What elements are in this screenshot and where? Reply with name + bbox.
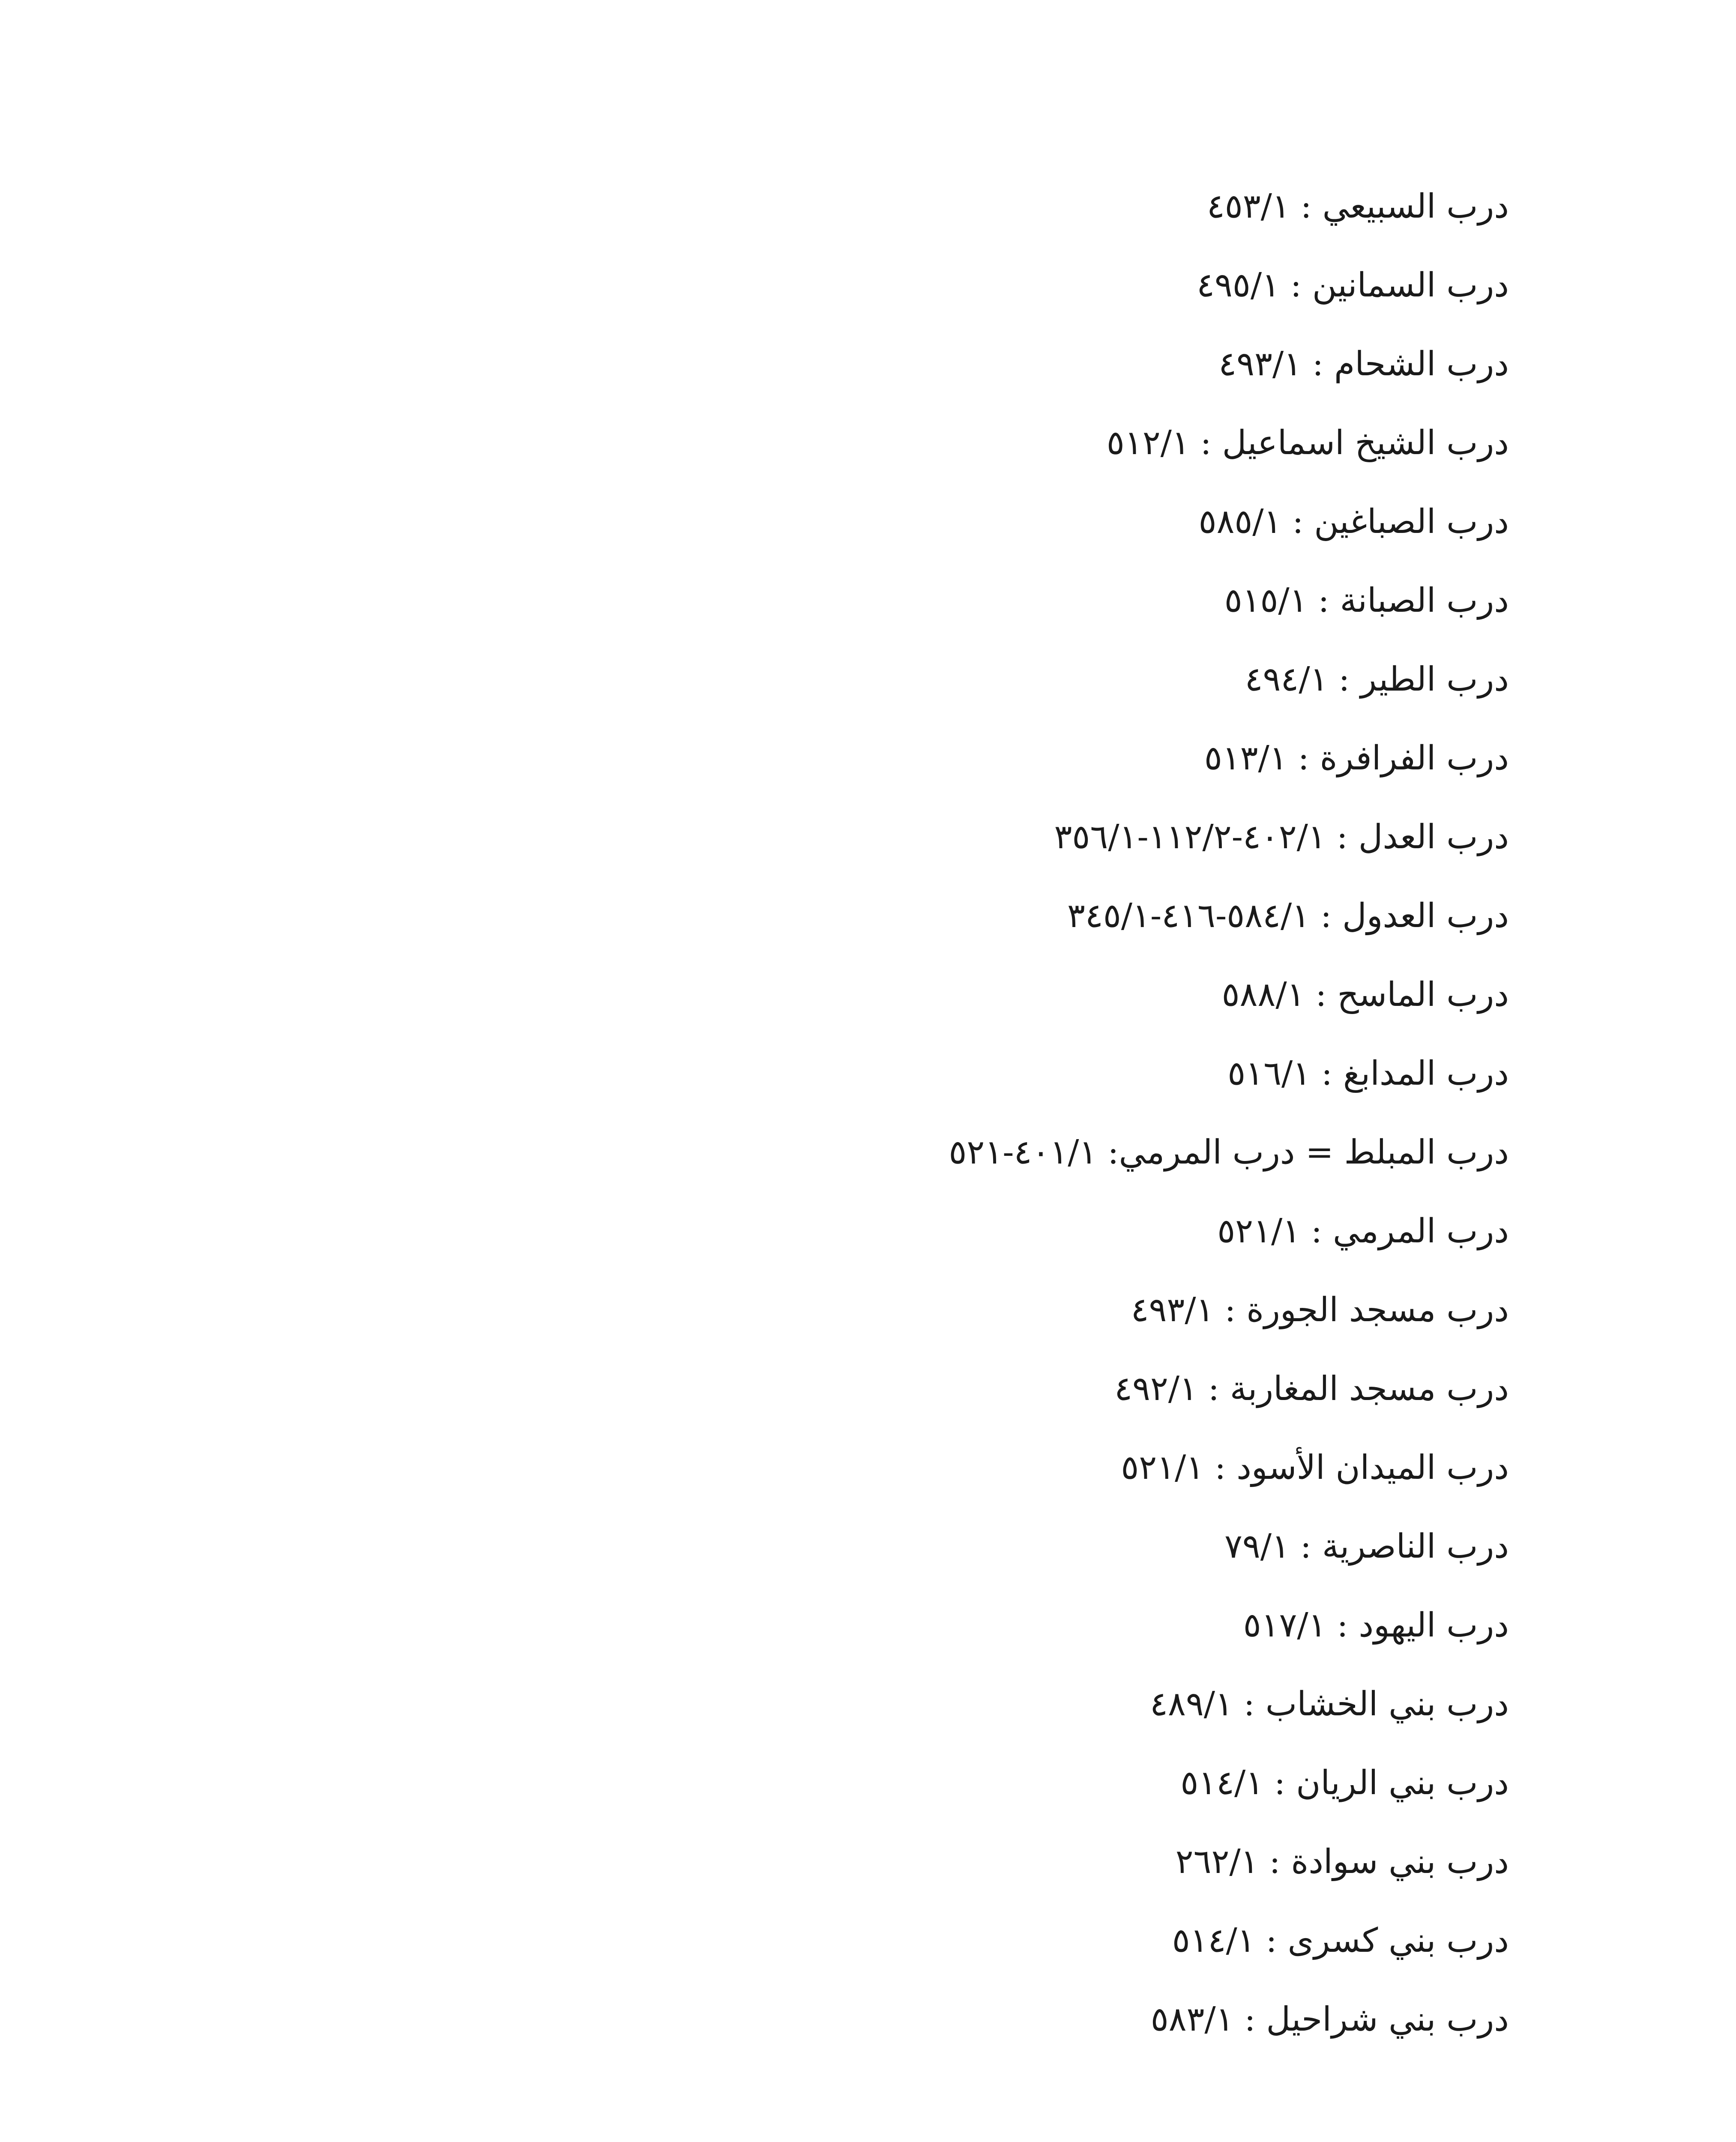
index-entry: درب الماسح : ٥٨٨/١ <box>1221 975 1509 1014</box>
index-entry: درب الشحام : ٤٩٣/١ <box>1218 345 1509 383</box>
index-entry: درب مسجد المغاربة : ٤٩٢/١ <box>1114 1370 1509 1408</box>
index-entry: درب العدل : ٤٠٢/١-١١٢/٢-٣٥٦/١ <box>1054 818 1509 856</box>
index-entry: درب السمانين : ٤٩٥/١ <box>1197 266 1509 305</box>
index-entry: درب مسجد الجورة : ٤٩٣/١ <box>1131 1291 1509 1329</box>
index-entry: درب الصباغين : ٥٨٥/١ <box>1198 503 1509 541</box>
index-entry: درب اليهود : ٥١٧/١ <box>1243 1606 1509 1645</box>
index-entry: درب بني شراحيل : ٥٨٣/١ <box>1150 2000 1509 2039</box>
index-entry: درب الفرافرة : ٥١٣/١ <box>1204 739 1509 778</box>
index-entry-list <box>566 167 1509 2059</box>
index-entry: درب المدابغ : ٥١٦/١ <box>1227 1054 1509 1093</box>
index-entry: درب الصبانة : ٥١٥/١ <box>1224 581 1509 620</box>
index-entry: درب بني الريان : ٥١٤/١ <box>1180 1764 1509 1802</box>
index-entry: درب بني كسرى : ٥١٤/١ <box>1172 1921 1509 1960</box>
index-entry: درب الناصرية : ٧٩/١ <box>1224 1527 1509 1566</box>
index-entry: درب العدول : ٥٨٤/١-٤١٦-٣٤٥/١ <box>1067 897 1509 935</box>
index-entry: درب المبلط = درب المرمي: ٤٠١/١-٥٢١ <box>949 1133 1509 1172</box>
index-entry: درب الطير : ٤٩٤/١ <box>1245 660 1509 699</box>
index-entry: درب المرمي : ٥٢١/١ <box>1217 1212 1509 1250</box>
index-entry: درب الشيخ اسماعيل : ٥١٢/١ <box>1106 424 1509 462</box>
index-entry: درب الميدان الأسود : ٥٢١/١ <box>1121 1448 1509 1487</box>
index-entry: درب بني الخشاب : ٤٨٩/١ <box>1150 1685 1509 1723</box>
index-entry: درب بني سوادة : ٢٦٢/١ <box>1175 1843 1509 1881</box>
index-entry: درب السبيعي : ٤٥٣/١ <box>1206 187 1509 226</box>
